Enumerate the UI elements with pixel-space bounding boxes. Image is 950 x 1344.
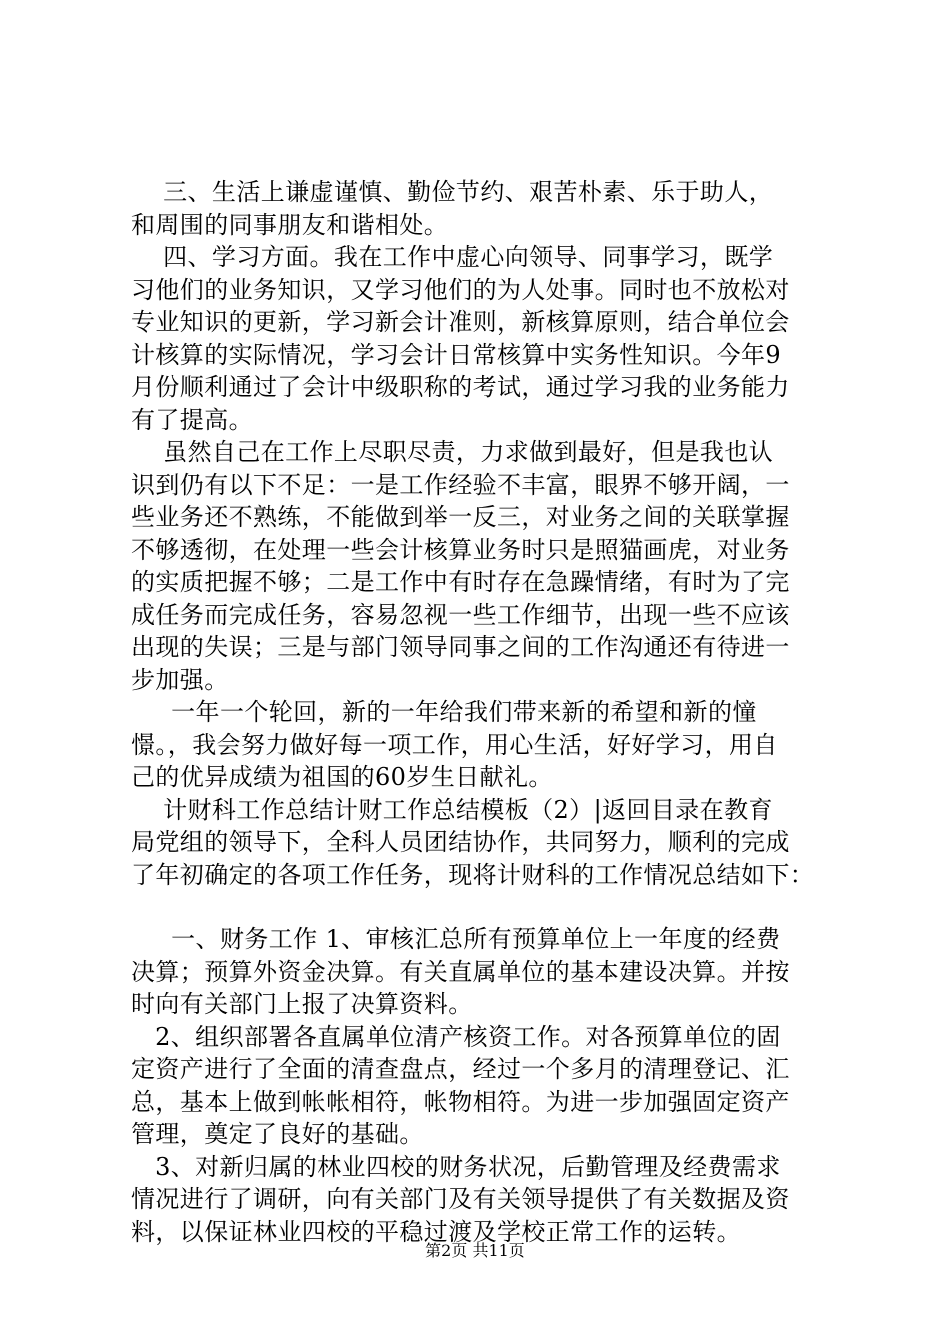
text-line: 料，以保证林业四校的平稳过渡及学校正常工作的运转。 <box>131 1217 741 1246</box>
text-line: 2、组织部署各直属单位清产核资工作。对各预算单位的固 <box>131 1022 781 1051</box>
text-line: 和周围的同事朋友和谐相处。 <box>131 210 449 239</box>
text-line: 计核算的实际情况，学习会计日常核算中实务性知识。今年9 <box>131 340 782 369</box>
text-line: 专业知识的更新，学习新会计准则，新核算原则，结合单位会 <box>131 308 790 336</box>
text-line: 识到仍有以下不足：一是工作经验不丰富，眼界不够开阔，一 <box>131 470 790 499</box>
text-line: 虽然自己在工作上尽职尽责，力求做到最好，但是我也认 <box>131 438 774 466</box>
text-line: 3、对新归属的林业四校的财务状况，后勤管理及经费需求 <box>131 1152 781 1181</box>
text-line: 三、生活上谦虚谨慎、勤俭节约、艰苦朴素、乐于助人， <box>131 178 774 206</box>
text-line: 的实质把握不够；二是工作中有时存在急躁情绪，有时为了完 <box>131 568 790 596</box>
text-line: 有了提高。 <box>131 405 253 434</box>
body-text <box>131 176 836 1248</box>
text-line: 管理，奠定了良好的基础。 <box>131 1120 424 1148</box>
text-line: 情况进行了调研，向有关部门及有关领导提供了有关数据及资 <box>131 1185 790 1213</box>
text-line: 不够透彻，在处理一些会计核算业务时只是照猫画虎，对业务 <box>131 535 790 564</box>
text-line: 一、财务工作 1、审核汇总所有预算单位上一年度的经费 <box>131 925 781 953</box>
text-line: 步加强。 <box>131 665 229 694</box>
text-line: 局党组的领导下，全科人员团结协作，共同努力，顺利的完成 <box>131 828 790 856</box>
text-line: 计财科工作总结计财工作总结模板（2）|返回目录在教育 <box>131 795 773 824</box>
text-line: 憬。，我会努力做好每一项工作，用心生活，好好学习，用自 <box>131 730 778 759</box>
page-footer: 第2页 共11页 <box>425 1241 525 1260</box>
text-line: 了年初确定的各项工作任务，现将计财科的工作情况总结如下： <box>131 860 815 889</box>
text-line: 月份顺利通过了会计中级职称的考试，通过学习我的业务能力 <box>131 373 790 401</box>
text-line: 时向有关部门上报了决算资料。 <box>131 990 473 1018</box>
paragraph-gap <box>131 891 836 923</box>
text-line: 一年一个轮回，新的一年给我们带来新的希望和新的憧 <box>131 698 757 726</box>
text-line: 出现的失误；三是与部门领导同事之间的工作沟通还有待进一 <box>131 633 790 661</box>
text-line: 决算；预算外资金决算。有关直属单位的基本建设决算。并按 <box>131 957 790 986</box>
text-line: 成任务而完成任务，容易忽视一些工作细节，出现一些不应该 <box>131 600 790 629</box>
text-line: 习他们的业务知识，又学习他们的为人处事。同时也不放松对 <box>131 275 790 304</box>
text-line: 定资产进行了全面的清查盘点，经过一个多月的清理登记、汇 <box>131 1055 790 1083</box>
text-line: 己的优异成绩为祖国的60岁生日献礼。 <box>131 763 553 791</box>
text-line: 四、学习方面。我在工作中虚心向领导、同事学习，既学 <box>131 243 774 271</box>
text-line: 总，基本上做到帐帐相符，帐物相符。为进一步加强固定资产 <box>131 1087 790 1116</box>
text-line: 些业务还不熟练，不能做到举一反三，对业务之间的关联掌握 <box>131 503 790 531</box>
